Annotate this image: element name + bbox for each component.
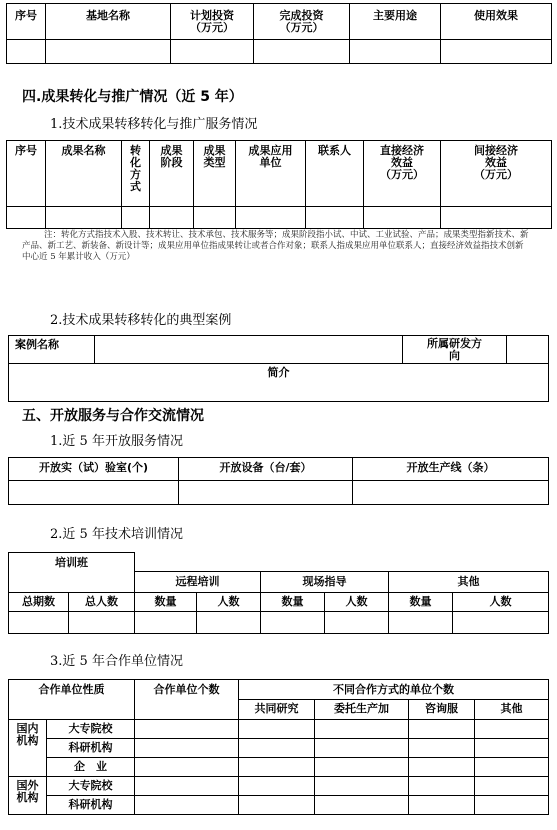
col-header: 间接经济 效益 （万元）	[441, 141, 552, 207]
col-header: 序号	[7, 141, 46, 207]
partner-table	[8, 679, 549, 815]
col-header: 使用效果	[441, 4, 552, 40]
by-mode-label: 不同合作方式的单位个数	[239, 680, 549, 700]
col-header: 成果应用 单位	[236, 141, 306, 207]
cell[interactable]	[315, 777, 409, 796]
cell[interactable]	[46, 207, 122, 229]
open-service-table	[8, 457, 549, 505]
cell[interactable]	[135, 777, 239, 796]
cell[interactable]	[409, 739, 475, 758]
row-label: 大专院校	[47, 777, 135, 796]
subsection-title: 2.近 5 年技术培训情况	[50, 527, 183, 542]
cell[interactable]	[9, 612, 69, 634]
cell[interactable]	[135, 612, 197, 634]
subsection-title: 1.技术成果转移转化与推广服务情况	[50, 117, 258, 132]
cell[interactable]	[353, 481, 549, 505]
col-header: 人数	[325, 593, 389, 612]
col-header: 数量	[261, 593, 325, 612]
col-header: 总人数	[69, 593, 135, 612]
col-header: 开放实（试）验室(个)	[9, 458, 179, 481]
row-label: 大专院校	[47, 720, 135, 739]
cell[interactable]	[325, 612, 389, 634]
row-label: 科研机构	[47, 796, 135, 815]
training-table	[8, 552, 549, 634]
cell[interactable]	[197, 612, 261, 634]
cell[interactable]	[179, 481, 353, 505]
field-value[interactable]	[507, 336, 549, 364]
cell[interactable]	[135, 758, 239, 777]
col-header: 计划投资 （万元）	[171, 4, 254, 40]
cell[interactable]	[409, 758, 475, 777]
cell[interactable]	[135, 739, 239, 758]
cell[interactable]	[409, 796, 475, 815]
cell[interactable]	[69, 612, 135, 634]
mode-header: 咨询服	[409, 700, 475, 720]
case-name-value[interactable]	[95, 336, 403, 364]
col-header: 主要用途	[350, 4, 441, 40]
col-header: 总期数	[9, 593, 69, 612]
subsection-title: 3.近 5 年合作单位情况	[50, 654, 183, 669]
cell[interactable]	[122, 207, 150, 229]
cell[interactable]	[315, 739, 409, 758]
col-header: 直接经济 效益 （万元）	[364, 141, 441, 207]
col-header: 成果名称	[46, 141, 122, 207]
base-table	[6, 3, 552, 64]
cell[interactable]	[7, 207, 46, 229]
cell[interactable]	[194, 207, 236, 229]
field-label: 所属研发方 向	[403, 336, 507, 364]
transfer-table	[6, 140, 552, 229]
foreign-label: 国外 机构	[9, 777, 47, 815]
col-header: 转 化 方 式	[122, 141, 150, 207]
col-header: 开放生产线（条）	[353, 458, 549, 481]
row-label: 企 业	[47, 758, 135, 777]
col-header: 联系人	[306, 141, 364, 207]
cell[interactable]	[135, 796, 239, 815]
col-header: 数量	[389, 593, 453, 612]
col-header: 成果 阶段	[150, 141, 194, 207]
cell[interactable]	[7, 40, 46, 64]
unit-count-label: 合作单位个数	[135, 680, 239, 720]
cell[interactable]	[453, 612, 549, 634]
mode-header: 其他	[475, 700, 549, 720]
cell[interactable]	[315, 796, 409, 815]
cell[interactable]	[409, 777, 475, 796]
mode-header: 共同研究	[239, 700, 315, 720]
footnote: 注：转化方式指技术入股、技术转让、技术承包、技术服务等；成果阶段指小试、中试、工业试验、产品；成果类型指新技术、新产品、新工艺、新装备、新设计等；成果应用单位指成果转让或者合作对象；联系人指成果应用单位联系人；直接经济效益指技术创新中心近 5 年累计收入（万元）	[22, 230, 529, 262]
cell[interactable]	[441, 207, 552, 229]
cell[interactable]	[441, 40, 552, 64]
cell[interactable]	[239, 758, 315, 777]
other-label: 其他	[389, 572, 549, 593]
col-header: 人数	[197, 593, 261, 612]
cell[interactable]	[236, 207, 306, 229]
col-header: 成果 类型	[194, 141, 236, 207]
cell[interactable]	[239, 720, 315, 739]
cell[interactable]	[315, 758, 409, 777]
cell[interactable]	[150, 207, 194, 229]
blank	[135, 553, 549, 572]
col-header: 完成投资 （万元）	[254, 4, 350, 40]
cell[interactable]	[9, 481, 179, 505]
col-header: 开放设备（台/套）	[179, 458, 353, 481]
intro-label: 简介	[9, 364, 549, 402]
col-header: 序号	[7, 4, 46, 40]
cell[interactable]	[475, 720, 549, 739]
cell[interactable]	[239, 739, 315, 758]
cell[interactable]	[315, 720, 409, 739]
cell[interactable]	[475, 739, 549, 758]
cell[interactable]	[364, 207, 441, 229]
cell[interactable]	[350, 40, 441, 64]
section-title: 四.成果转化与推广情况（近 5 年）	[22, 89, 243, 105]
train-label: 培训班	[9, 553, 135, 593]
case-name-label: 案例名称	[9, 336, 95, 364]
remote-label: 远程培训	[135, 572, 261, 593]
cell[interactable]	[135, 720, 239, 739]
nature-label: 合作单位性质	[9, 680, 135, 720]
cell[interactable]	[254, 40, 350, 64]
onsite-label: 现场指导	[261, 572, 389, 593]
col-header: 基地名称	[46, 4, 171, 40]
cell[interactable]	[239, 777, 315, 796]
cell[interactable]	[409, 720, 475, 739]
cell[interactable]	[261, 612, 325, 634]
domestic-label: 国内 机构	[9, 720, 47, 777]
row-label: 科研机构	[47, 739, 135, 758]
cell[interactable]	[475, 777, 549, 796]
col-header: 人数	[453, 593, 549, 612]
cell[interactable]	[46, 40, 171, 64]
cell[interactable]	[171, 40, 254, 64]
col-header: 数量	[135, 593, 197, 612]
section-title: 五、开放服务与合作交流情况	[22, 408, 204, 424]
subsection-title: 2.技术成果转移转化的典型案例	[50, 313, 232, 328]
case-table	[8, 335, 549, 402]
cell[interactable]	[475, 796, 549, 815]
cell[interactable]	[475, 758, 549, 777]
subsection-title: 1.近 5 年开放服务情况	[50, 434, 183, 449]
cell[interactable]	[306, 207, 364, 229]
cell[interactable]	[239, 796, 315, 815]
cell[interactable]	[389, 612, 453, 634]
mode-header: 委托生产加	[315, 700, 409, 720]
